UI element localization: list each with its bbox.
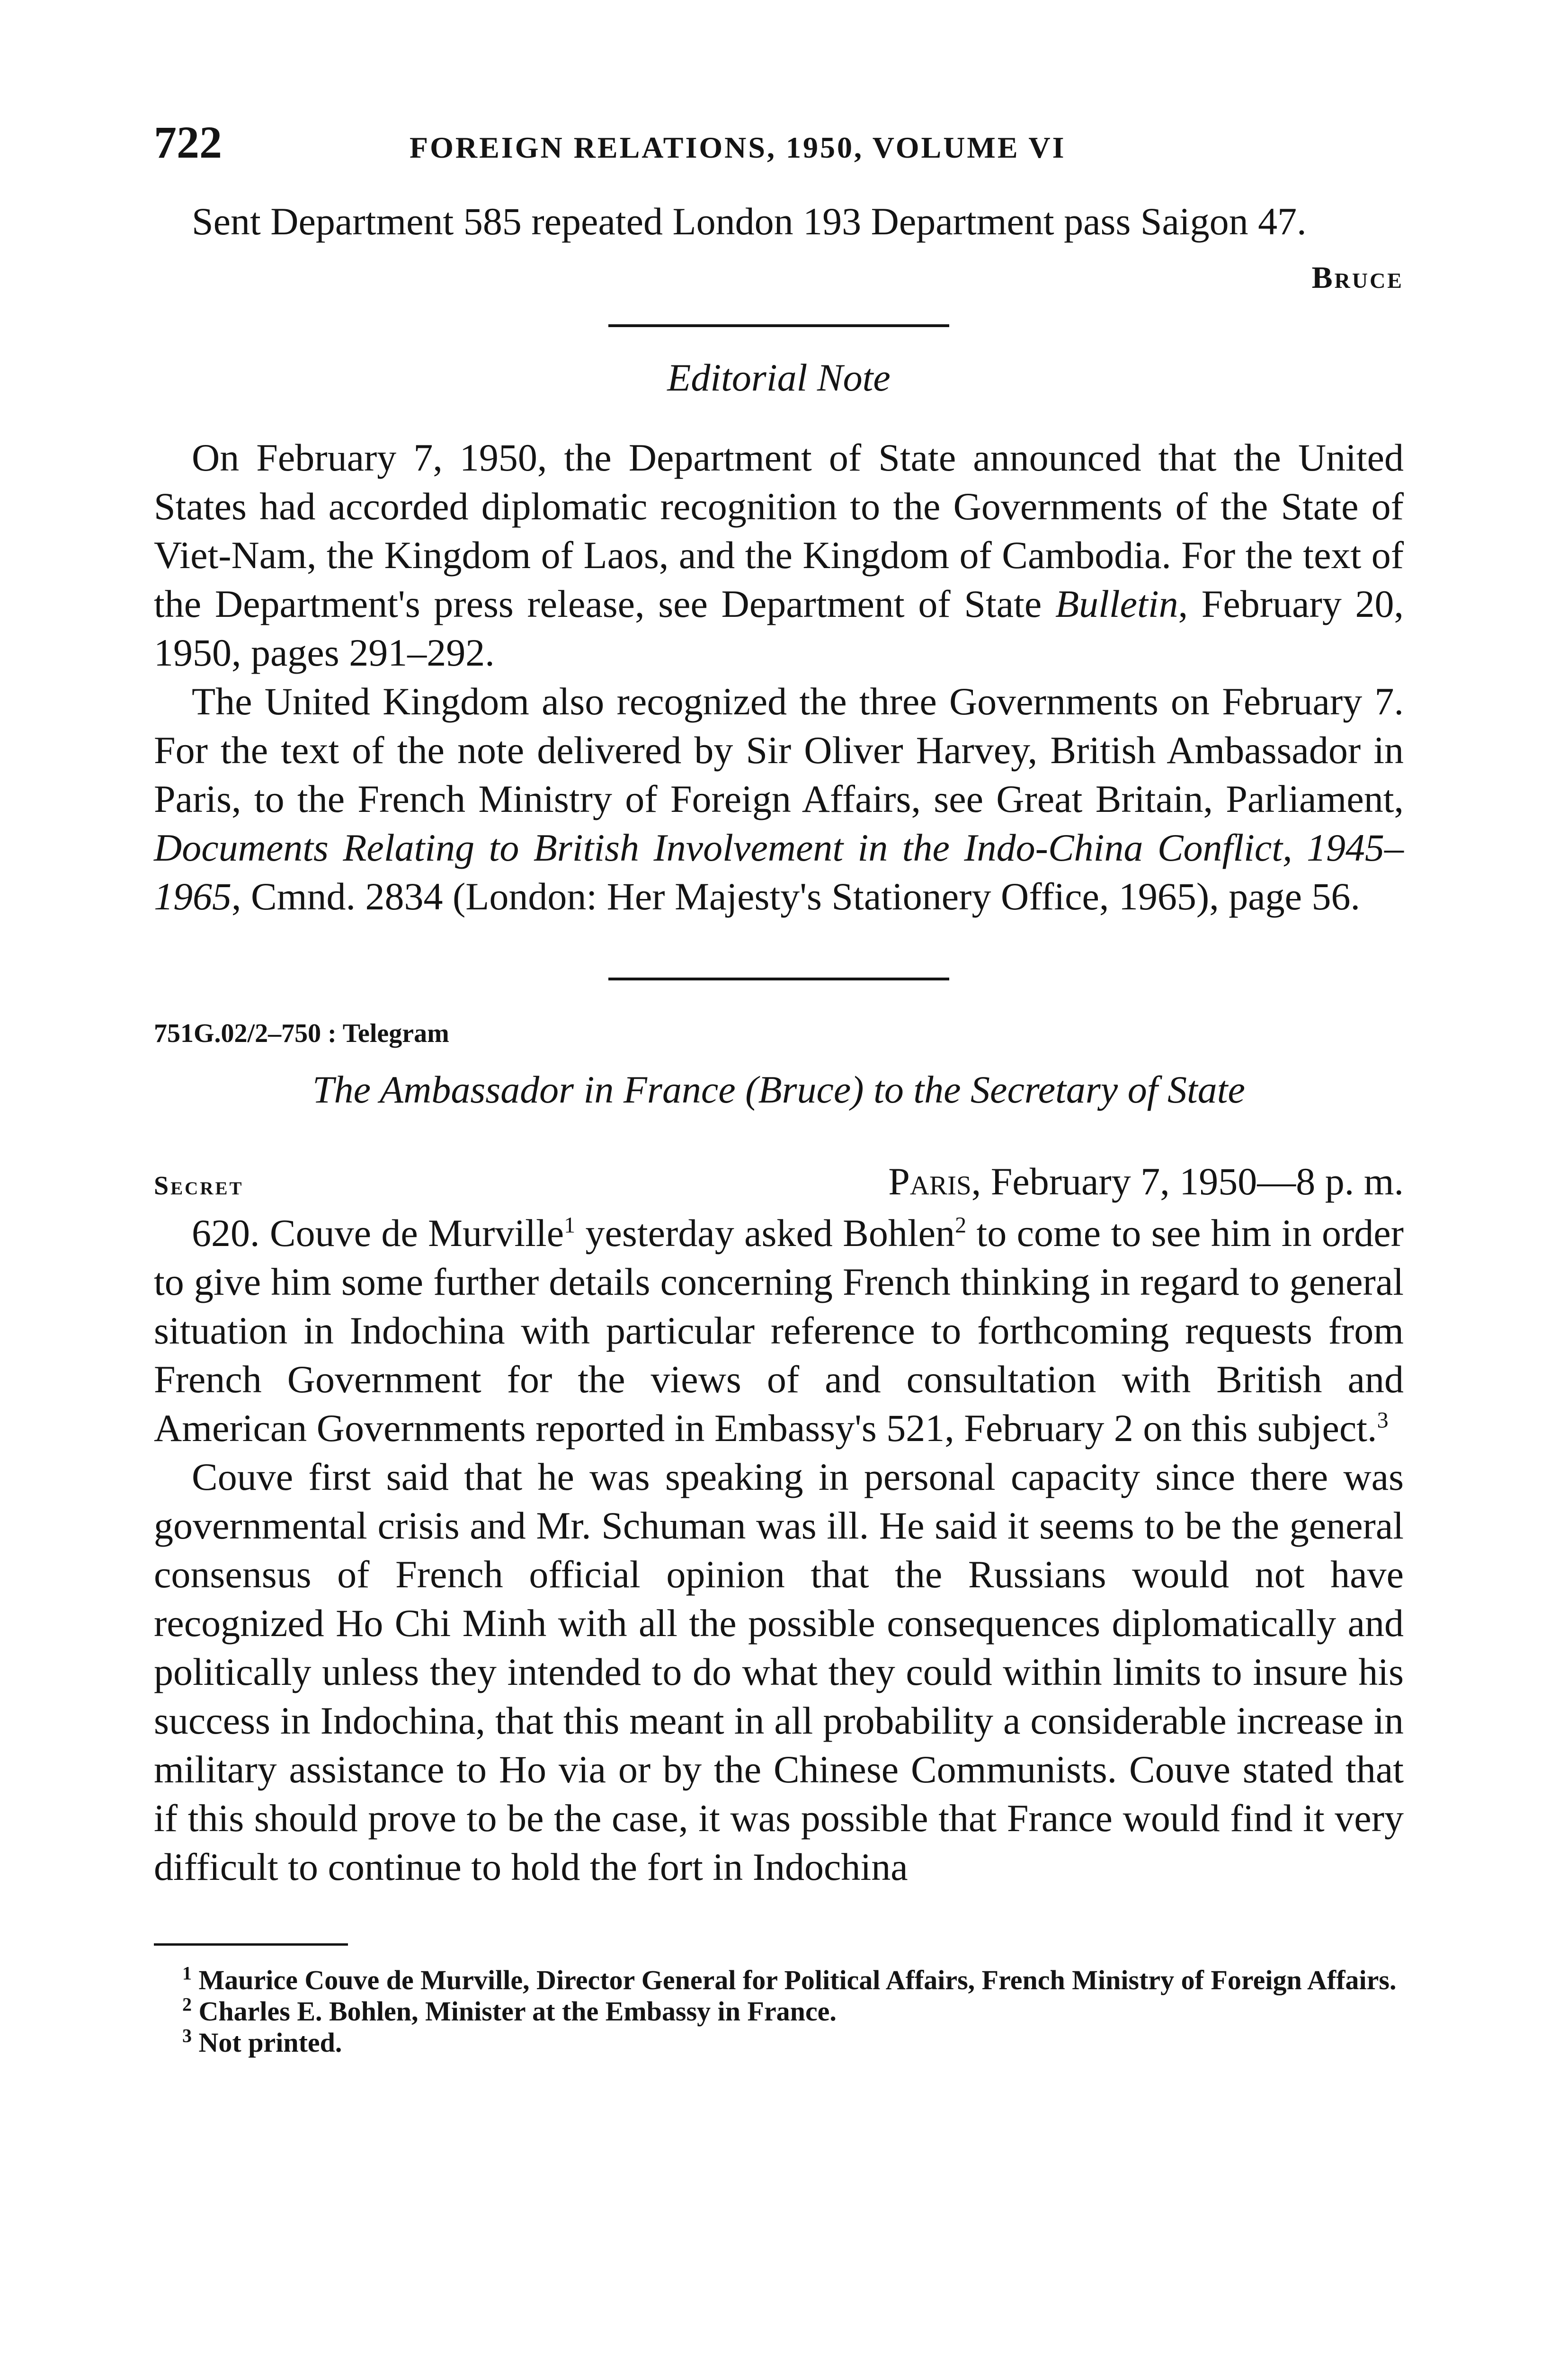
place-date: Paris, February 7, 1950—8 p. m. bbox=[888, 1160, 1404, 1203]
document-title: The Ambassador in France (Bruce) to the Secretary of State bbox=[312, 1068, 1245, 1111]
file-reference: 751G.02/2–750 : Telegram bbox=[154, 1019, 449, 1048]
page bbox=[154, 116, 1404, 2058]
running-head: FOREIGN RELATIONS, 1950, VOLUME VI bbox=[410, 131, 1066, 164]
editorial-note-title: Editorial Note bbox=[667, 356, 891, 399]
dateline bbox=[154, 1159, 1404, 1204]
footnote-divider bbox=[154, 1943, 348, 1946]
page-header bbox=[154, 116, 1404, 169]
editorial-paragraph-1: On February 7, 1950, the Department of State announced that the United States had accorded diplomatic recognition to the Governments of the State of Viet-Nam, the Kingdom of Laos, and the Kingdom of Cambodia. For the text of the Department's press release, see Department of State Bulletin, February 20, 1950, pages 291–292. bbox=[154, 436, 1404, 674]
page-number: 722 bbox=[154, 117, 222, 168]
editorial-paragraph-2: The United Kingdom also recognized the three Governments on February 7. For the text of the note delivered by Sir Oliver Harvey, British Ambassador in Paris, to the French Ministry of Foreign Affairs, see Great Britain, Parliament, Documents Relating to British Involvement in the Indo-China Conflict, 1945–1965, Cmnd. 2834 (London: Her Majesty's Stationery Office, 1965), page 56. bbox=[154, 680, 1404, 918]
footnote: $^3$ Not printed. bbox=[182, 2025, 342, 2058]
signature: Bruce bbox=[1311, 260, 1404, 295]
telegram-paragraph-2: Couve first said that he was speaking in personal capacity since there was governmental crisis and Mr. Schuman was ill. He said it seems to be the general consensus of French official opinion that the Russians would not have recognized Ho Chi Minh with all the possible consequences diplomatically and politically unless they intended to do what they could within limits to insure his success in Indochina, that this meant in all probability a considerable increase in military assistance to Ho via or by the Chinese Communists. Couve stated that if this should prove to be the case, it was possible that France would find it very difficult to continue to hold the fort in Indochina bbox=[154, 1455, 1404, 1888]
classification: Secret bbox=[154, 1171, 244, 1201]
section-divider bbox=[608, 978, 949, 980]
previous-doc-closing: Sent Department 585 repeated London 193 Department pass Saigon 47. bbox=[192, 200, 1307, 243]
telegram-paragraph-1: 620. Couve de Murville$^1$ yesterday asked Bohlen$^2$ to come to see him in order to give him some further details concerning French thinking in regard to general situation in Indochina with particular reference to forthcoming requests from French Government for the views of and consultation with British and American Governments reported in Embassy's 521, February 2 on this subject.$^3$ bbox=[154, 1211, 1404, 1450]
footnote: $^1$ Maurice Couve de Murville, Director General for Political Affairs, French Ministry of Foreign Affairs. bbox=[182, 1962, 1397, 1995]
footnote: $^2$ Charles E. Bohlen, Minister at the Embassy in France. bbox=[182, 1993, 837, 2027]
section-divider bbox=[608, 324, 949, 327]
